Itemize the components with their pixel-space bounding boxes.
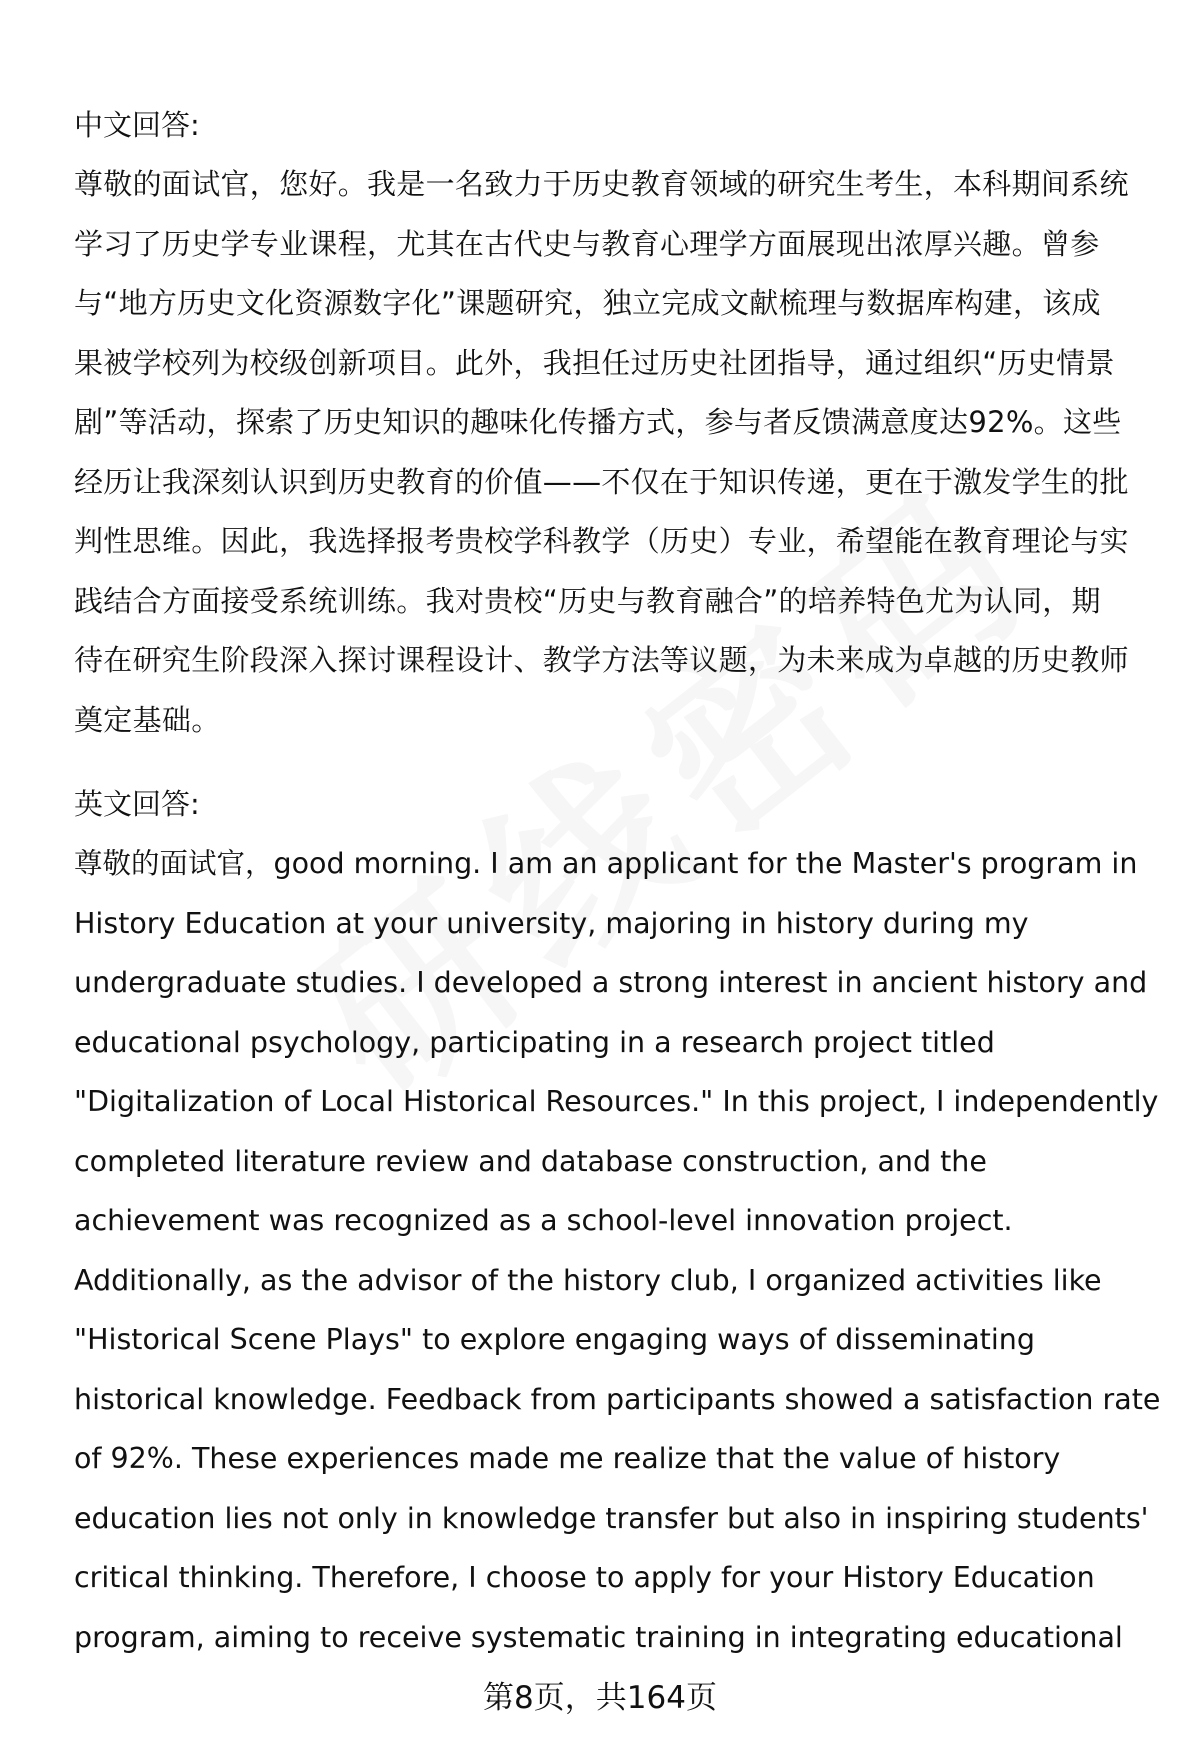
text-line: 待在研究生阶段深入探讨课程设计、教学方法等议题，为未来成为卓越的历史教师 <box>74 643 1129 677</box>
text-line: educational psychology, participating in a research project titled <box>74 1025 995 1059</box>
text-line: 经历让我深刻认识到历史教育的价值——不仅在于知识传递，更在于激发学生的批 <box>74 464 1129 499</box>
text-line: 尊敬的面试官，good morning. I am an applicant for the Master's program in <box>74 847 1138 880</box>
text-line: "Digitalization of Local Historical Resources." In this project, I independently <box>74 1085 1159 1118</box>
text-line: 剧”等活动，探索了历史知识的趣味化传播方式，参与者反馈满意度达92%。这些 <box>74 405 1122 439</box>
text-line: education lies not only in knowledge transfer but also in inspiring students' <box>74 1501 1149 1535</box>
text-line: undergraduate studies. I developed a strong interest in ancient history and <box>74 966 1148 999</box>
english-answer-paragraph <box>74 834 1161 1667</box>
text-line: achievement was recognized as a school-level innovation project. <box>74 1204 1013 1237</box>
text-line: "Historical Scene Plays" to explore engaging ways of disseminating <box>74 1323 1035 1356</box>
text-line: 与“地方历史文化资源数字化”课题研究，独立完成文献梳理与数据库构建，该成 <box>74 286 1101 320</box>
text-line: completed literature review and database construction, and the <box>74 1144 987 1178</box>
chinese-answer-paragraph <box>74 155 1154 750</box>
english-answer-label: 英文回答: <box>74 787 200 821</box>
page-number-footer: 第8页，共164页 <box>483 1680 717 1716</box>
text-line: History Education at your university, majoring in history during my <box>74 906 1029 940</box>
document-page <box>74 96 1161 1667</box>
text-line: Additionally, as the advisor of the history club, I organized activities like <box>74 1263 1102 1297</box>
chinese-answer-label: 中文回答: <box>74 108 200 142</box>
text-line: program, aiming to receive systematic training in integrating educational <box>74 1620 1123 1654</box>
section-spacer <box>74 750 1154 775</box>
text-line: 奠定基础。 <box>74 702 221 737</box>
text-line: 果被学校列为校级创新项目。此外，我担任过历史社团指导，通过组织“历史情景 <box>74 345 1115 380</box>
text-line: 学习了历史学专业课程，尤其在古代史与教育心理学方面展现出浓厚兴趣。曾参 <box>74 226 1100 261</box>
text-line: historical knowledge. Feedback from participants showed a satisfaction rate <box>74 1382 1161 1416</box>
text-line: 践结合方面接受系统训练。我对贵校“历史与教育融合”的培养特色尤为认同，期 <box>74 583 1101 618</box>
text-line: 判性思维。因此，我选择报考贵校学科教学（历史）专业，希望能在教育理论与实 <box>74 524 1129 558</box>
text-line: of 92%. These experiences made me realize that the value of history <box>74 1442 1061 1475</box>
text-line: critical thinking. Therefore, I choose to apply for your History Education <box>74 1561 1095 1594</box>
text-line: 尊敬的面试官，您好。我是一名致力于历史教育领域的研究生考生，本科期间系统 <box>74 167 1129 201</box>
